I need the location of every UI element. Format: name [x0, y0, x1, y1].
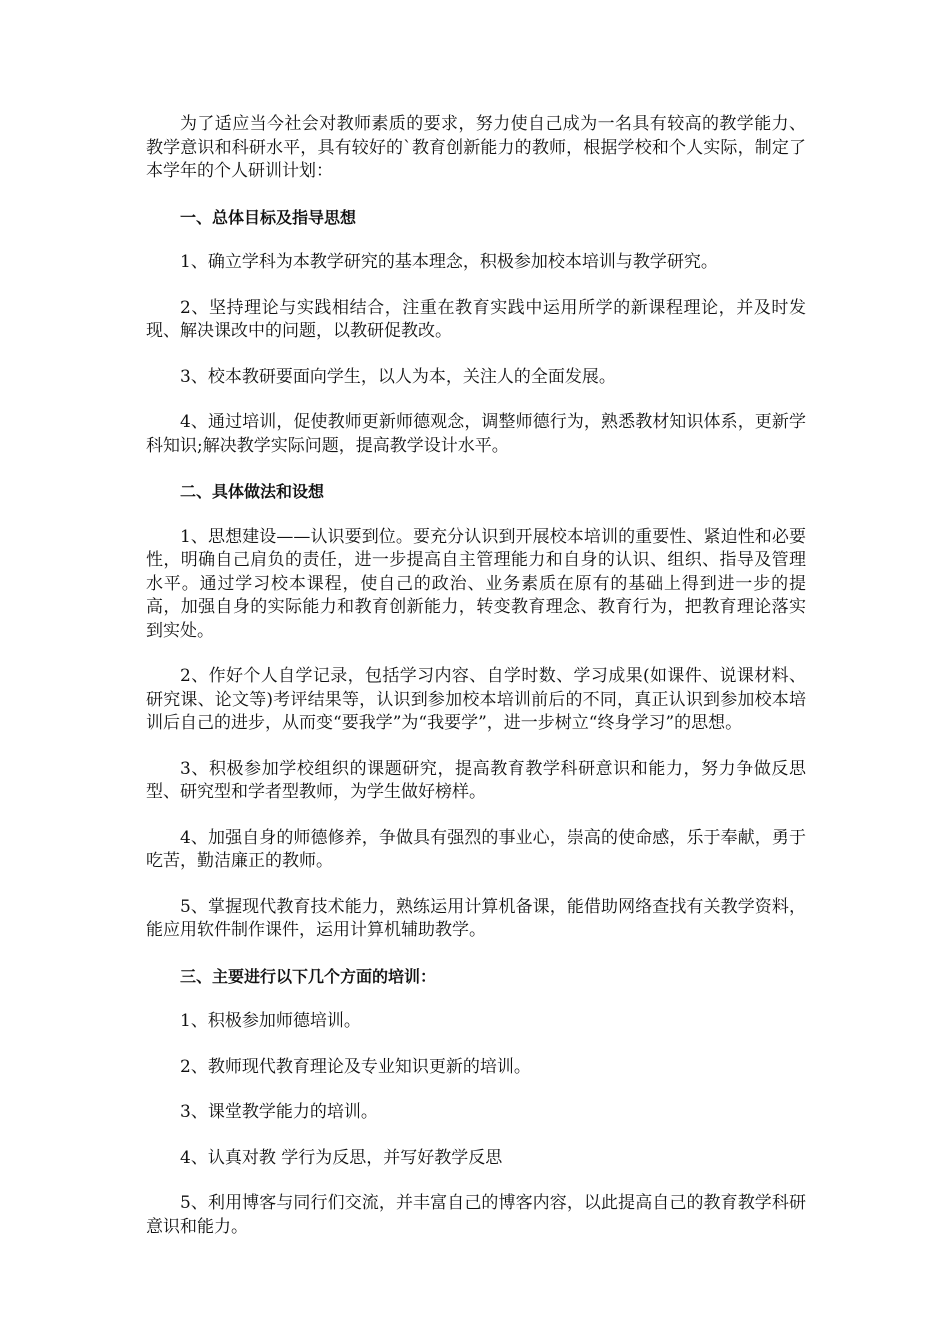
- section-1-item-2: 2、坚持理论与实践相结合，注重在教育实践中运用所学的新课程理论，并及时发现、解决课改中的问题，以教研促教改。: [146, 297, 806, 341]
- section-2-item-2: 2、作好个人自学记录，包括学习内容、自学时数、学习成果(如课件、说课材料、研究课、论文等)考评结果等，认识到参加校本培训前后的不同，真正认识到参加校本培训后自己的进步，从而变“要我学”为“我要学”，进一步树立“终身学习”的思想。: [146, 666, 806, 733]
- section-2-heading: 二、具体做法和设想: [180, 482, 325, 501]
- section-1-item-3: 3、校本教研要面向学生，以人为本，关注人的全面发展。: [180, 366, 616, 387]
- section-3-item-3: 3、课堂教学能力的培训。: [180, 1102, 378, 1122]
- intro-paragraph: 为了适应当今社会对教师素质的要求，努力使自己成为一名具有较高的教学能力、教学意识和科研水平，具有较好的`教育创新能力的教师，根据学校和个人实际，制定了本学年的个人研训计划：: [146, 114, 806, 181]
- section-2-item-3: 3、积极参加学校组织的课题研究，提高教育教学科研意识和能力，努力争做反思型、研究型和学者型教师，为学生做好榜样。: [146, 758, 806, 802]
- section-3-item-5: 5、利用博客与同行们交流，并丰富自己的博客内容，以此提高自己的教育教学科研意识和能力。: [146, 1193, 806, 1237]
- section-3-item-2: 2、教师现代教育理论及专业知识更新的培训。: [180, 1056, 531, 1077]
- section-2-item-4: 4、加强自身的师德修养，争做具有强烈的事业心，崇高的使命感，乐于奉献，勇于吃苦，勤洁廉正的教师。: [146, 827, 806, 871]
- section-2-item-5: 5、掌握现代教育技术能力，熟练运用计算机备课，能借助网络查找有关教学资料，能应用软件制作课件，运用计算机辅助教学。: [146, 896, 806, 940]
- section-3-item-4: 4、认真对教 学行为反思，并写好教学反思: [180, 1147, 503, 1168]
- section-1-heading: 一、总体目标及指导思想: [180, 207, 357, 227]
- document-body: [146, 113, 806, 1261]
- section-3-heading: 三、主要进行以下几个方面的培训：: [180, 966, 437, 986]
- section-1-item-1: 1、确立学科为本教学研究的基本理念，积极参加校本培训与教学研究。: [180, 252, 718, 272]
- section-1-item-4: 4、通过培训，促使教师更新师德观念，调整师德行为，熟悉教材知识体系，更新学科知识;解决教学实际问题，提高教学设计水平。: [146, 412, 806, 456]
- section-2-item-1: 1、思想建设——认识要到位。要充分认识到开展校本培训的重要性、紧迫性和必要性，明确自己肩负的责任，进一步提高自主管理能力和自身的认识、组织、指导及管理水平。通过学习校本课程，使自己的政治、业务素质在原有的基础上得到进一步的提高，加强自身的实际能力和教育创新能力，转变教育理念、教育行为，把教育理论落实到实处。: [146, 526, 806, 641]
- section-3-item-1: 1、积极参加师德培训。: [180, 1011, 361, 1031]
